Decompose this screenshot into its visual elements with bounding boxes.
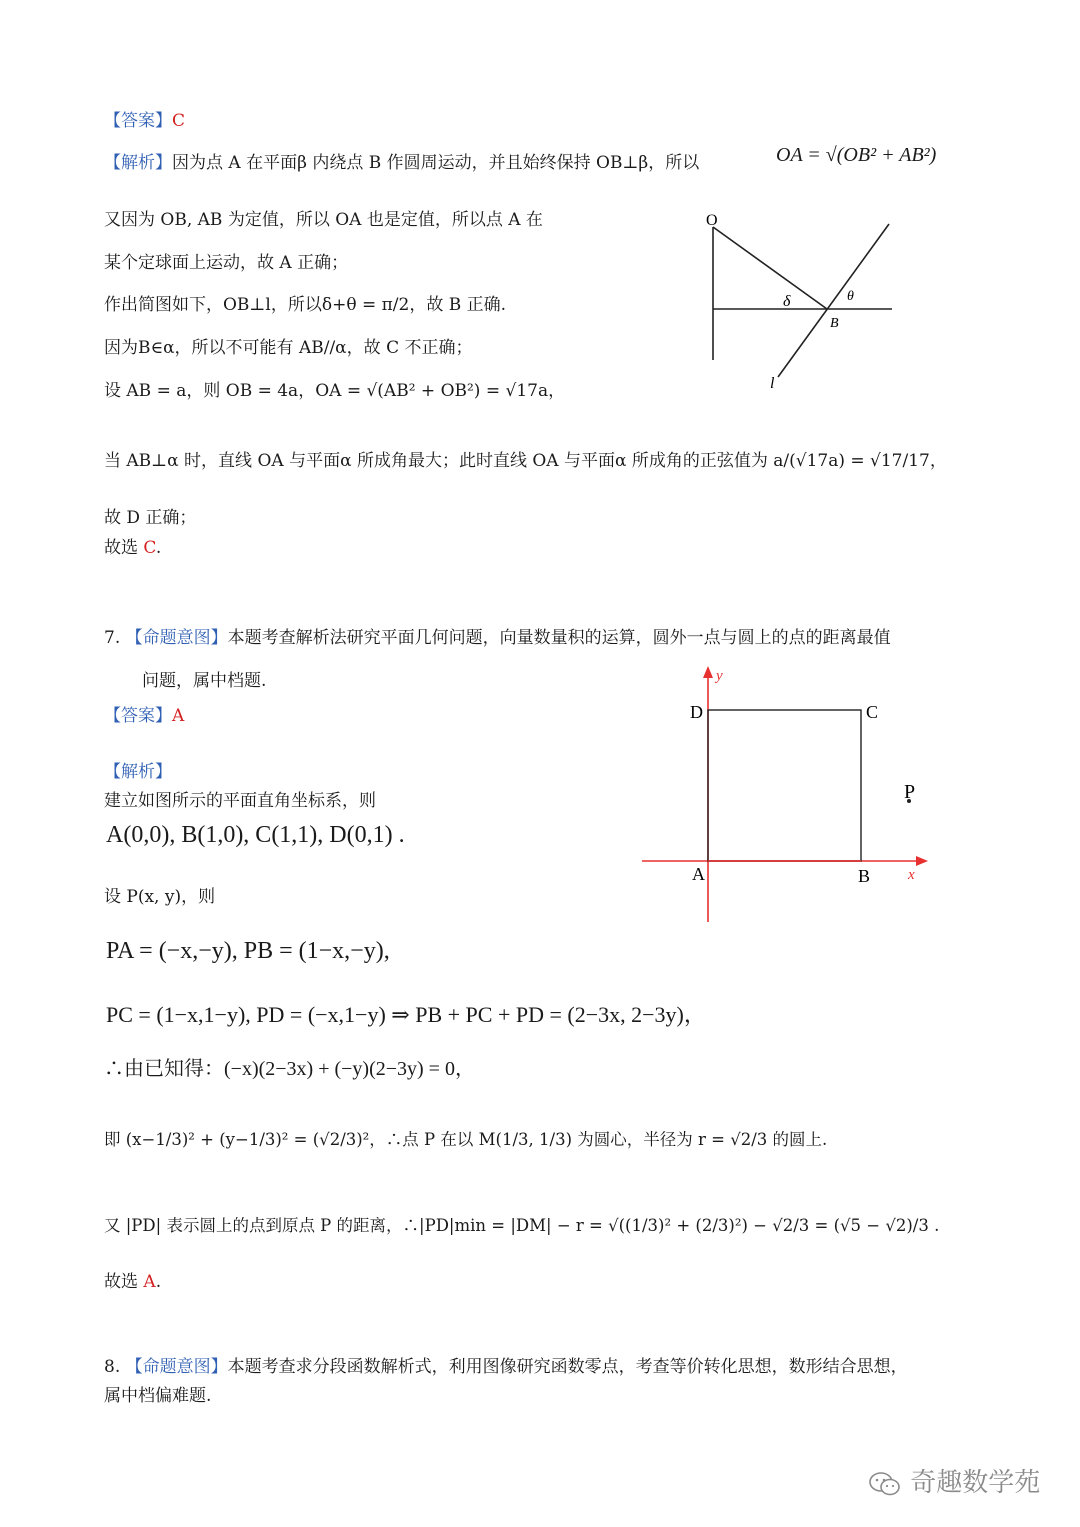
q7-line3: 设 P(x, y)，则: [104, 887, 216, 907]
label-y: y: [716, 668, 723, 684]
choose-prefix: 故选: [104, 1272, 144, 1292]
q7-line2: A(0,0), B(1,0), C(1,1), D(0,1) .: [106, 822, 405, 848]
label-c: C: [866, 702, 879, 722]
q6-choose-line: [104, 533, 161, 558]
wechat-icon: [868, 1470, 902, 1498]
q6-line4: 作出简图如下，OB⊥l，所以δ+θ = π/2，故 B 正确.: [104, 295, 507, 315]
q6-line3: 某个定球面上运动，故 A 正确；: [104, 253, 349, 273]
line-l: [778, 224, 889, 377]
q7-line7: 即 (x−1/3)² + (y−1/3)² = (√2/3)²，∴点 P 在以 M(1/3, 1/3) 为圆心，半径为 r = √2/3 的圆上.: [104, 1130, 828, 1149]
q7-number: 7.: [104, 628, 121, 648]
q7-intent-line1: [104, 623, 891, 648]
label-d: D: [690, 702, 703, 722]
line-ob: [713, 227, 827, 309]
geometry-figure: [690, 205, 910, 405]
label-b: B: [830, 316, 839, 331]
q7-line1: 建立如图所示的平面直角坐标系，则: [104, 791, 376, 811]
q6-line7: 当 AB⊥α 时，直线 OA 与平面α 所成角最大；此时直线 OA 与平面α 所成角的正弦值为 a/(√17a) = √17/17，: [104, 451, 947, 471]
label-b: B: [858, 866, 871, 886]
q8-number: 8.: [104, 1357, 121, 1377]
watermark: [868, 1462, 1040, 1499]
q7-line5: PC = (1−x,1−y), PD = (−x,1−y) ⇒ PB + PC + PD = (2−3x, 2−3y)，: [106, 1002, 706, 1027]
q6-line1-formula: OA = √(OB² + AB²): [776, 144, 937, 166]
x-axis-arrow: [916, 856, 928, 866]
label-theta: θ: [847, 289, 854, 304]
q6-line8: 故 D 正确；: [104, 508, 197, 528]
analysis-tag: 【解析】: [104, 153, 172, 173]
label-a: A: [692, 864, 705, 884]
q6-line5: 因为B∈α，所以不可能有 AB//α，故 C 不正确；: [104, 338, 473, 358]
q7-analysis-tag: 【解析】: [104, 762, 172, 782]
q6-answer-line: [104, 106, 185, 131]
q6-line6: 设 AB = a，则 OB = 4a，OA = √(AB² + OB²) = √17a，: [104, 381, 566, 401]
q8-intent-line1: [104, 1352, 908, 1377]
choose-value: C: [143, 538, 156, 558]
intent-tag: 【命题意图】: [125, 628, 228, 648]
q6-line1-text: 因为点 A 在平面β 内绕点 B 作圆周运动，并且始终保持 OB⊥β，所以: [172, 153, 700, 173]
unit-square: [708, 710, 861, 861]
q8-intent-line2: 属中档偏难题.: [104, 1386, 212, 1406]
q8-intent-text1: 本题考查求分段函数解析式，利用图像研究函数零点，考查等价转化思想，数形结合思想，: [227, 1357, 908, 1377]
label-delta: δ: [783, 293, 791, 310]
label-l: l: [770, 375, 775, 392]
coordinate-figure: [630, 660, 950, 930]
q7-choose-line: [104, 1267, 161, 1292]
choose-prefix: 故选: [104, 538, 144, 558]
answer-tag: 【答案】: [104, 706, 172, 726]
answer-value: A: [172, 706, 185, 726]
choose-suffix: .: [155, 1272, 162, 1292]
q6-analysis-line1: [104, 148, 699, 173]
q7-line6: ∴由已知得：(−x)(2−3x) + (−y)(2−3y) = 0，: [104, 1058, 475, 1080]
y-axis-arrow: [703, 666, 713, 678]
q7-line4: PA = (−x,−y), PB = (1−x,−y),: [106, 938, 390, 964]
label-o: O: [706, 212, 718, 229]
answer-value: C: [172, 111, 186, 131]
q7-answer-line: [104, 701, 184, 726]
intent-tag: 【命题意图】: [125, 1357, 228, 1377]
q7-intent-line2: 问题，属中档题.: [142, 671, 267, 691]
q6-line2: 又因为 OB, AB 为定值，所以 OA 也是定值，所以点 A 在: [104, 210, 543, 230]
q7-intent-text1: 本题考查解析法研究平面几何问题，向量数量积的运算，圆外一点与圆上的点的距离最值: [227, 628, 891, 648]
label-x: x: [908, 867, 915, 883]
choose-value: A: [143, 1272, 156, 1292]
answer-tag: 【答案】: [104, 111, 172, 131]
label-p: P: [904, 781, 916, 803]
choose-suffix: .: [155, 538, 162, 558]
watermark-text: 奇趣数学苑: [910, 1468, 1041, 1498]
q7-line8: 又 |PD| 表示圆上的点到原点 P 的距离，∴|PD|min = |DM| − r = √((1/3)² + (2/3)²) − √2/3 = (√5 − √2)/3 .: [104, 1216, 940, 1235]
